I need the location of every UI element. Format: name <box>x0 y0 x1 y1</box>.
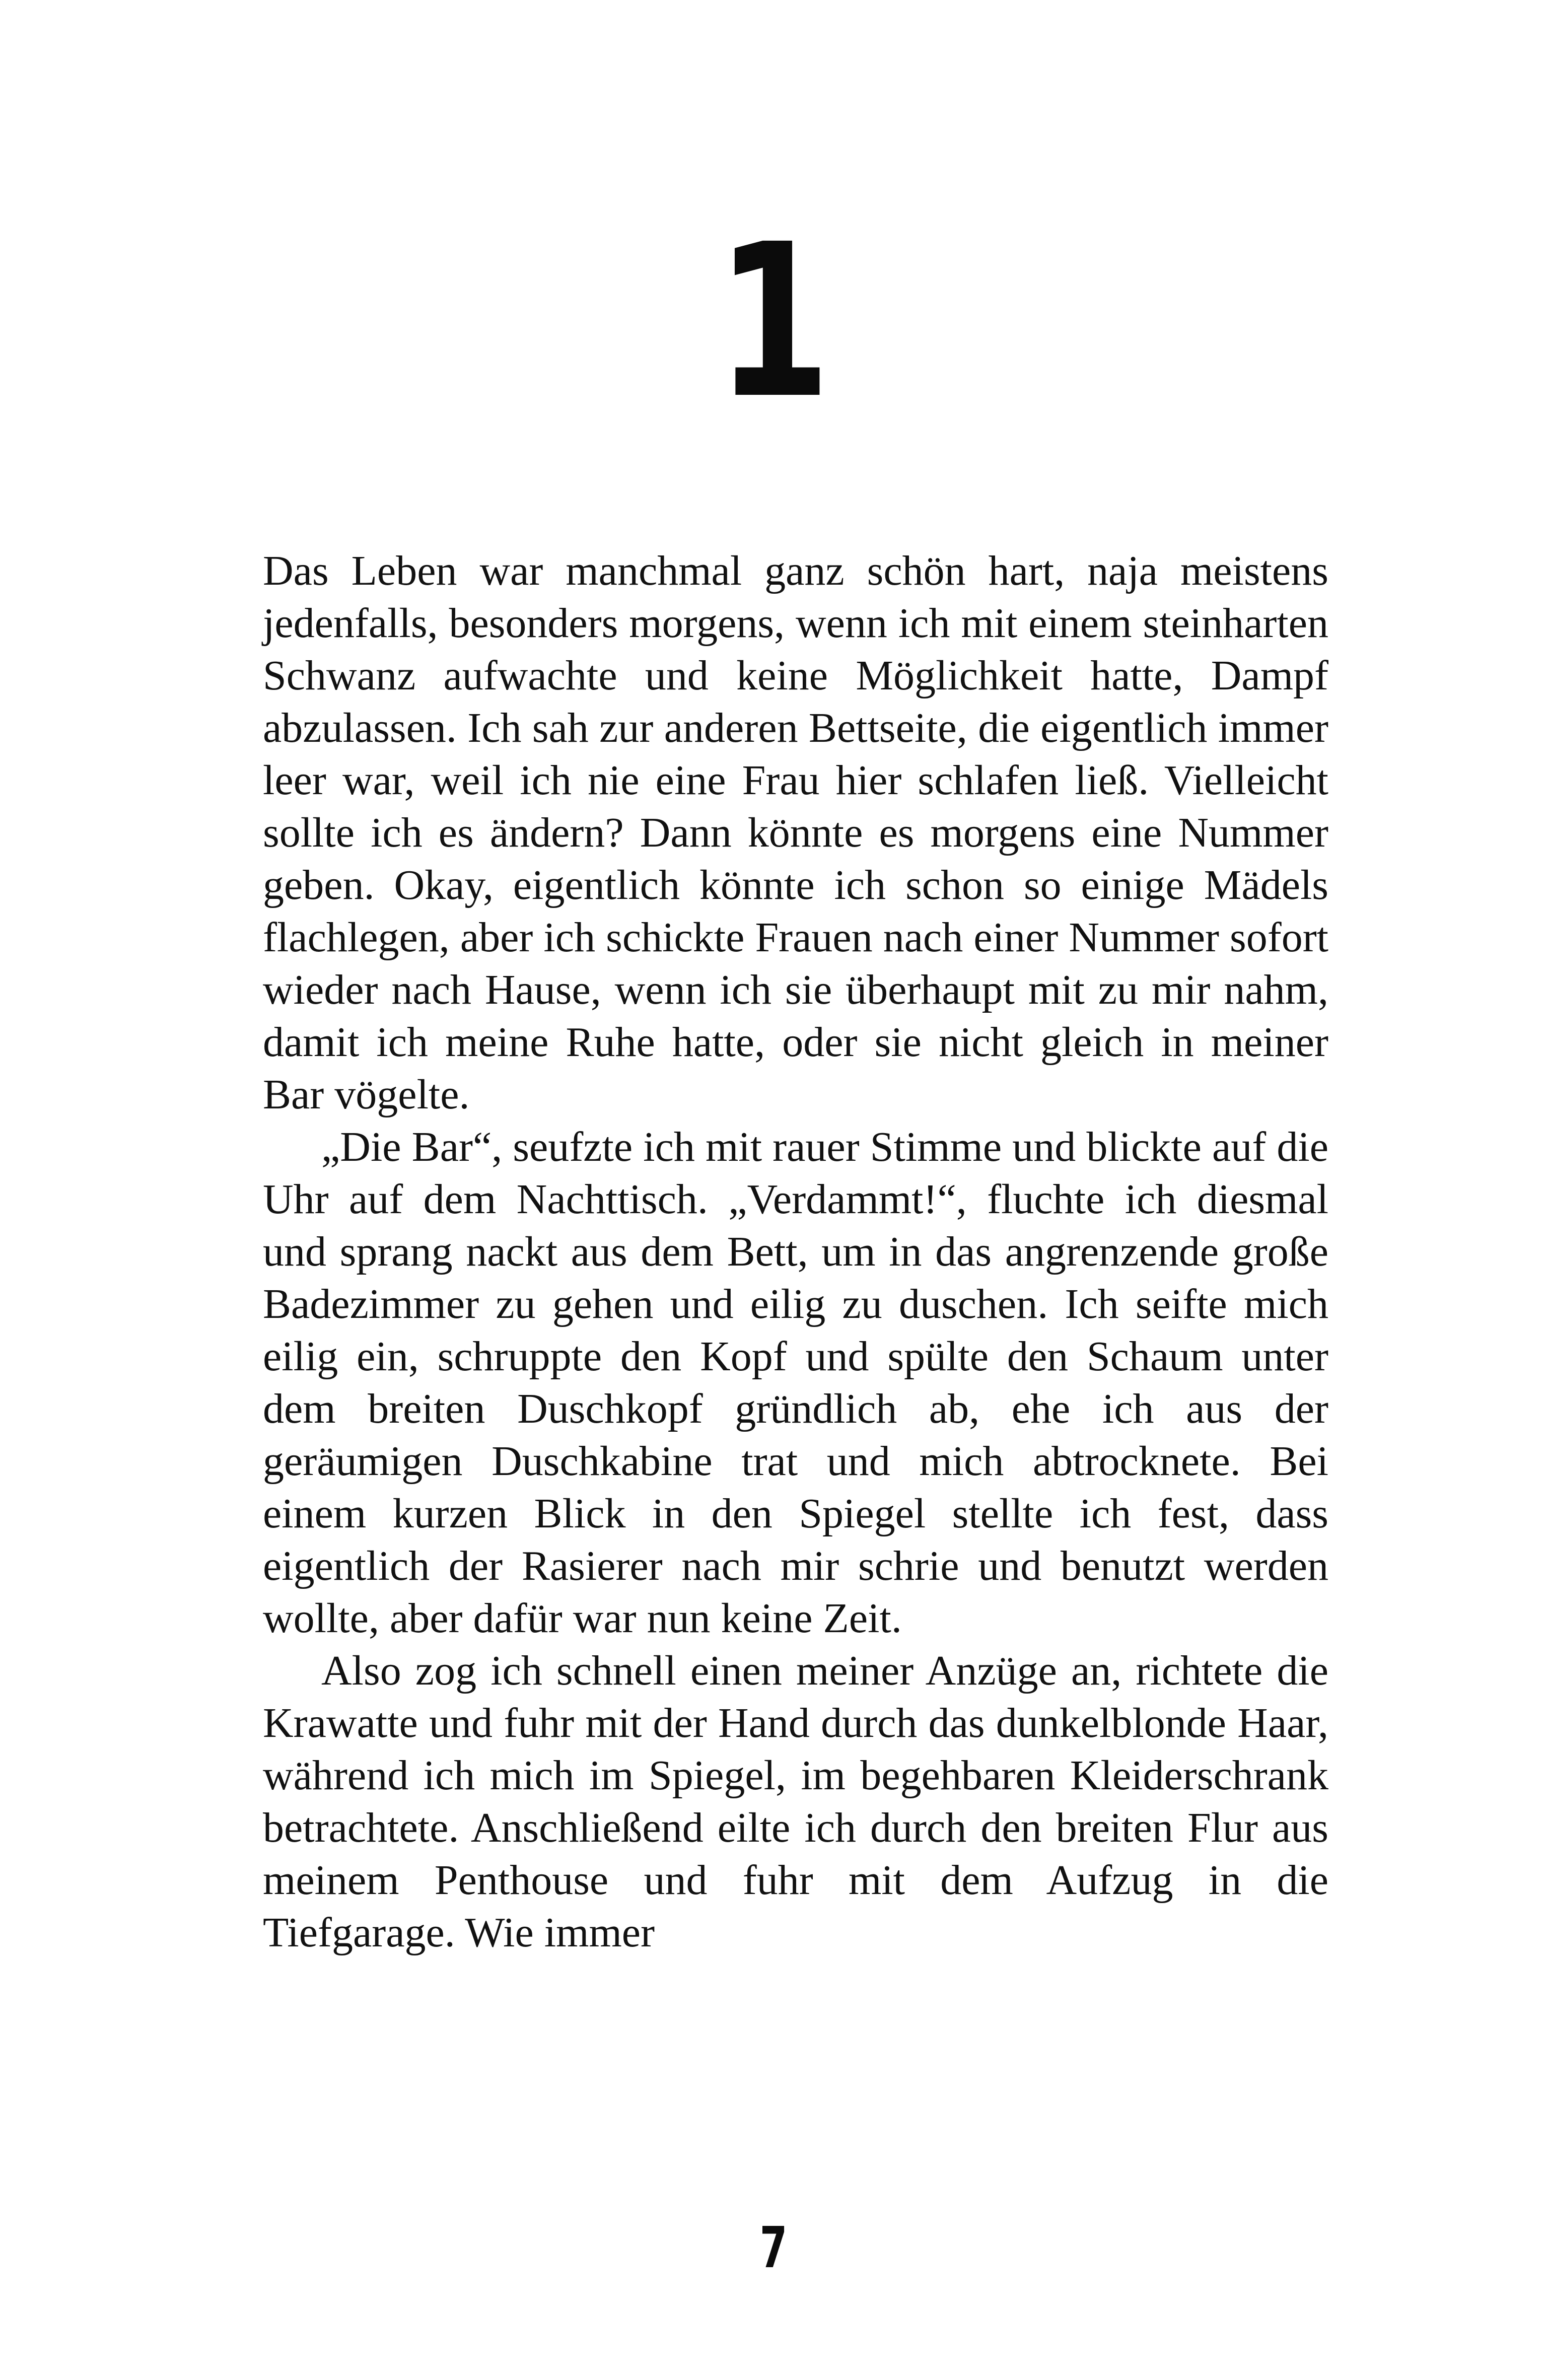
paragraph-2: „Die Bar“, seufzte ich mit rauer Stimme und blickte auf die Uhr auf dem Nachttisch. „Verdammt!“, fluchte ich diesmal und sprang nackt aus dem Bett, um in das angrenzende große Badezimmer zu gehen und eilig zu duschen. Ich seifte mich eilig ein, schruppte den Kopf und spülte den Schaum unter dem breiten Duschkopf gründlich ab, ehe ich aus der geräumigen Duschkabine trat und mich abtrocknete. Bei einem kurzen Blick in den Spiegel stellte ich fest, dass eigentlich der Rasierer nach mir schrie und benutzt werden wollte, aber dafür war nun keine Zeit. <box>263 1124 1328 1642</box>
chapter-number: 1 <box>716 199 831 445</box>
paragraph-1: Das Leben war manchmal ganz schön hart, naja meistens jedenfalls, besonders morgens, wenn ich mit einem steinharten Schwanz aufwachte und keine Möglichkeit hatte, Dampf abzulassen. Ich sah zur anderen Bettseite, die eigentlich immer leer war, weil ich nie eine Frau hier schlafen ließ. Vielleicht sollte ich es ändern? Dann könnte es morgens eine Nummer geben. Okay, eigentlich könnte ich schon so einige Mädels flachlegen, aber ich schickte Frauen nach einer Nummer sofort wieder nach Hause, wenn ich sie überhaupt mit zu mir nahm, damit ich meine Ruhe hatte, oder sie nicht gleich in meiner Bar vögelte. <box>263 547 1328 1118</box>
chapter-body <box>263 545 1328 1959</box>
paragraph-3: Also zog ich schnell einen meiner Anzüge an, richtete die Krawatte und fuhr mit der Hand durch das dunkelblonde Haar, während ich mich im Spiegel, im begehbaren Kleiderschrank betrachtete. Anschließend eilte ich durch den breiten Flur aus meinem Penthouse und fuhr mit dem Aufzug in die Tiefgarage. Wie immer <box>263 1647 1328 1956</box>
page-number: 7 <box>759 2215 788 2281</box>
